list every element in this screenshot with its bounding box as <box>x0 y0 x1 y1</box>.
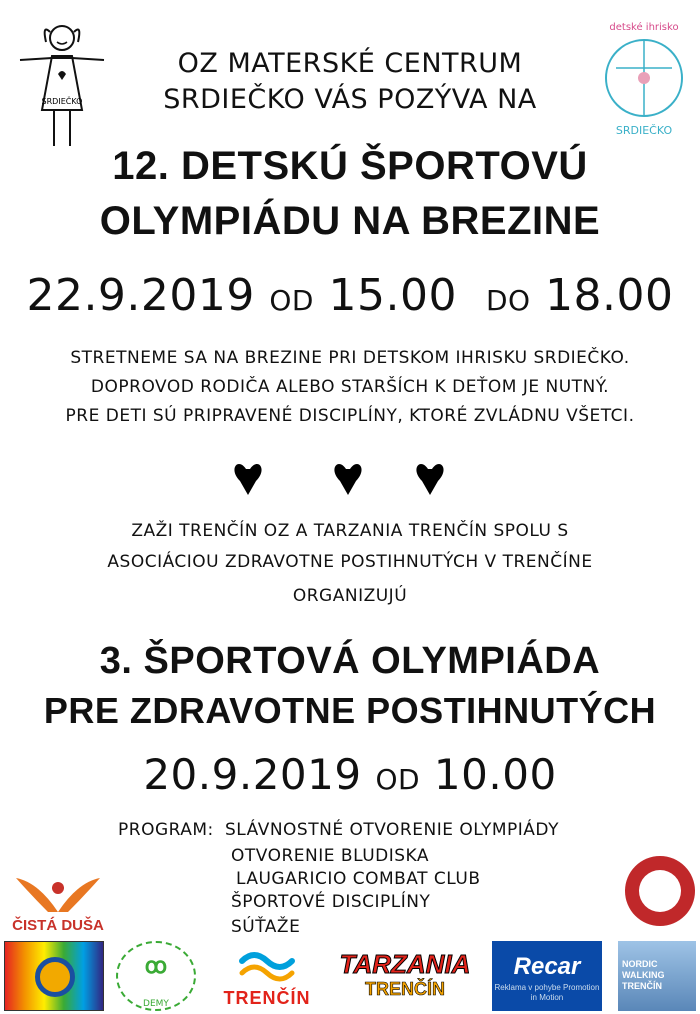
program-label: PROGRAM: <box>118 820 214 840</box>
program-item: OTVORENIE BLUDISKA <box>231 846 430 866</box>
spartan-helmet-icon <box>639 870 681 912</box>
event1-info-line-2: DOPROVOD RODIČA ALEBO STARŠÍCH K DEŤOM JE NUTNÝ. <box>90 377 610 397</box>
ihrisko-top-text: detské ihrisko <box>609 22 679 33</box>
nordic-walking-text: NORDIC WALKING TRENČÍN <box>622 959 665 991</box>
recar-slogan: Reklama v pohybe Promotion in Motion <box>494 983 600 1002</box>
heart-icon <box>416 464 443 495</box>
cista-dusa-text: ČISTÁ DUŠA <box>12 917 104 934</box>
program-item: SLÁVNOSTNÉ OTVORENIE OLYMPIÁDY <box>225 820 559 840</box>
program-item: LAUGARICIO COMBAT CLUB <box>236 869 481 889</box>
srdiecko-logo-text: SRDIEČKO <box>41 97 83 106</box>
trencin-text: TRENČÍN <box>223 988 311 1008</box>
event1-end-time: 18.00 <box>545 270 674 321</box>
event1-do-label: DO <box>485 284 531 317</box>
organizers-line-2: ASOCIÁCIOU ZDRAVOTNE POSTIHNUTÝCH V TRENČÍNE <box>107 552 593 572</box>
event2-title-line-2: PRE ZDRAVOTNE POSTIHNUTÝCH <box>43 690 657 731</box>
trencin-logo <box>212 941 322 1011</box>
organizers-line-3: ORGANIZUJÚ <box>292 586 408 606</box>
event1-date: 22.9.2019 <box>26 270 255 321</box>
event1-title-line-1: 12. DETSKÚ ŠPORTOVÚ <box>112 144 588 188</box>
program-item: ŠPORTOVÉ DISCIPLÍNY <box>231 892 431 912</box>
organizers-line-1: ZAŽI TRENČÍN OZ A TARZANIA TRENČÍN SPOLU S <box>131 521 569 541</box>
recar-logo <box>492 941 602 1011</box>
wings-icon <box>8 872 108 916</box>
eye-icon <box>35 957 75 997</box>
event1-start-time: 15.00 <box>328 270 457 321</box>
program-item: SÚŤAŽE <box>231 917 301 937</box>
trencin-wave-icon <box>212 941 322 985</box>
event1-info-line-3: PRE DETI SÚ PRIPRAVENÉ DISCIPLÍNY, KTORÉ ZVLÁDNU VŠETCI. <box>65 406 635 426</box>
event2-start-time: 10.00 <box>433 750 557 799</box>
event2-date: 20.9.2019 <box>143 750 362 799</box>
hearts-divider <box>232 455 462 505</box>
event1-od-label: OD <box>269 284 314 317</box>
nordic-walking-logo <box>618 941 696 1011</box>
recar-text: Recar <box>513 953 581 980</box>
ihrisko-bottom-text: SRDIEČKO <box>615 124 673 137</box>
laugaricio-logo <box>625 856 695 926</box>
event2-title-line-1: 3. ŠPORTOVÁ OLYMPIÁDA <box>99 640 601 682</box>
event1-datetime <box>0 270 700 321</box>
heart-icon <box>234 464 261 495</box>
tarzania-logo <box>330 941 480 1011</box>
rainbow-eye-logo <box>4 941 104 1011</box>
event1-info-line-1: STRETNEME SA NA BREZINE PRI DETSKOM IHRISKU SRDIEČKO. <box>70 348 630 368</box>
demy-logo <box>112 941 200 1011</box>
cista-dusa-logo <box>8 872 108 934</box>
tarzania-city-text: TRENČÍN <box>365 979 445 999</box>
demy-figures-icon: ꝏ <box>144 953 168 978</box>
demy-name: DEMY <box>143 999 169 1009</box>
intro-line-2: SRDIEČKO VÁS POZÝVA NA <box>163 84 537 115</box>
intro-line-1: OZ MATERSKÉ CENTRUM <box>177 48 523 79</box>
event2-od-label: OD <box>375 763 421 796</box>
heart-icon <box>334 464 361 495</box>
event2-datetime <box>0 750 700 799</box>
tarzania-text: TARZANIA <box>339 949 471 979</box>
event1-title-line-2: OLYMPIÁDU NA BREZINE <box>99 199 601 243</box>
